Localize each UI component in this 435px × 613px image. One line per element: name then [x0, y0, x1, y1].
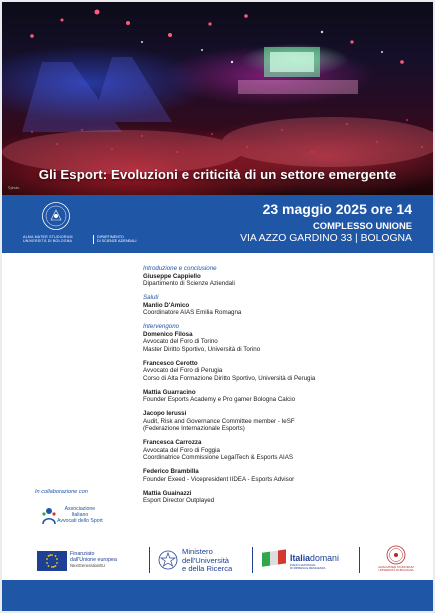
speaker-entry [143, 265, 423, 288]
speaker-name: Domenico Filosa [143, 330, 193, 338]
speaker-entry [143, 323, 423, 353]
speaker-affiliation: Esport Director Outplayed [143, 497, 215, 504]
funding-logos [2, 543, 433, 577]
italiadomani-subtitle: PIANO NAZIONALE DI RIPRESA E RESILIENZA [290, 563, 326, 571]
speaker-affiliation: Coordinatrice Commissione LegalTech & Esports AIAS [143, 454, 293, 461]
speaker-affiliation: Founder Esports Academy e Pro gamer Bologna Calcio [143, 396, 296, 403]
speaker-name: Mattia Guainazzi [143, 489, 192, 497]
speaker-role: Intervengono [143, 323, 180, 330]
speaker-name: Mattia Guarracino [143, 388, 196, 396]
mur-logo [158, 547, 248, 575]
speaker-entry [143, 360, 423, 383]
speaker-role: Introduzione e conclusione [143, 265, 217, 272]
poster-title: Gli Esport: Evoluzioni e criticità di un settore emergente [38, 167, 397, 182]
speaker-affiliation: Avvocato del Foro di Perugia [143, 367, 223, 374]
hero-photo [2, 2, 433, 195]
unibo-name: ALMA MATER STUDIORUM UNIVERSITÀ DI BOLOGNA [378, 565, 414, 573]
speaker-affiliation: Master Diritto Sportivo, Università di Torino [143, 345, 261, 353]
university-logo [23, 201, 143, 251]
speaker-affiliation: Avvocato del Foro di Torino [143, 338, 218, 345]
photo-credit: ©photo [8, 186, 20, 190]
italiadomani-name: Italiadomani [290, 553, 339, 563]
speaker-affiliation: Founder Exeed - Vicepresident IIDEA - Esports Advisor [143, 475, 295, 483]
unibo-logo [372, 545, 420, 575]
speaker-entry [143, 439, 423, 462]
speaker-name: Francesca Carrozza [143, 439, 202, 446]
italiadomani-logo [260, 547, 352, 575]
event-poster [2, 2, 433, 611]
aias-logo [40, 504, 120, 528]
speaker-role: Saluti [143, 294, 159, 301]
divider [252, 547, 253, 573]
department-name: DIPARTIMENTO DI SCIENZE AZIENDALI [93, 235, 147, 244]
event-details [240, 201, 412, 245]
eu-funding-text: Finanziato dall'Unione europea NextGenerationEU [70, 551, 117, 569]
speaker-affiliation: Dipartimento di Scienze Aziendali [143, 280, 235, 287]
eu-flag-icon [37, 551, 67, 571]
speaker-name: Jacopo Ierussi [143, 410, 187, 417]
speaker-affiliation: (Federazione Internazionale Esports) [143, 425, 245, 432]
speaker-entry [143, 468, 423, 483]
event-address: VIA AZZO GARDINO 33 | BOLOGNA [240, 233, 412, 244]
speaker-entry [143, 410, 423, 433]
unibo-seal-icon [386, 545, 406, 565]
italiadomani-flag-icon [260, 549, 288, 573]
speaker-name: Giuseppe Cappiello [143, 272, 201, 280]
event-date-time: 23 maggio 2025 ore 14 [262, 201, 412, 217]
eu-funding-logo [37, 549, 145, 573]
speaker-affiliation: Avvocata del Foro di Foggia [143, 446, 220, 454]
footer-band [2, 580, 433, 611]
university-name: ALMA MATER STUDIORUM UNIVERSITÀ DI BOLOGNA [23, 235, 73, 244]
speaker-entry [143, 294, 423, 317]
aias-name: Associazione Italiano Avvocati dello Sport [57, 506, 103, 525]
collaboration-label: In collaborazione con [35, 489, 88, 495]
italian-republic-emblem-icon [158, 550, 178, 570]
speaker-name: Francesco Cerotto [143, 359, 198, 367]
speaker-entry [143, 490, 423, 505]
speaker-name: Manlio D'Amico [143, 301, 190, 309]
speaker-affiliation: Coordinatore AIAS Emilia Romagna [143, 309, 242, 316]
speaker-entry [143, 389, 423, 404]
speaker-name: Federico Brambilla [143, 468, 199, 475]
speaker-affiliation: Corso di Alta Formazione Diritto Sportivo, Università di Perugia [143, 374, 316, 382]
university-seal-icon [41, 201, 71, 231]
aias-mark-icon [40, 506, 58, 526]
divider [359, 547, 360, 573]
speaker-program [143, 265, 423, 511]
event-venue: COMPLESSO UNIONE [313, 220, 412, 231]
speaker-affiliation: Audit, Risk and Governance Committee member - IeSF [143, 417, 295, 425]
mur-name: Ministero dell'Università e della Ricerca [182, 547, 233, 574]
divider [149, 547, 150, 573]
